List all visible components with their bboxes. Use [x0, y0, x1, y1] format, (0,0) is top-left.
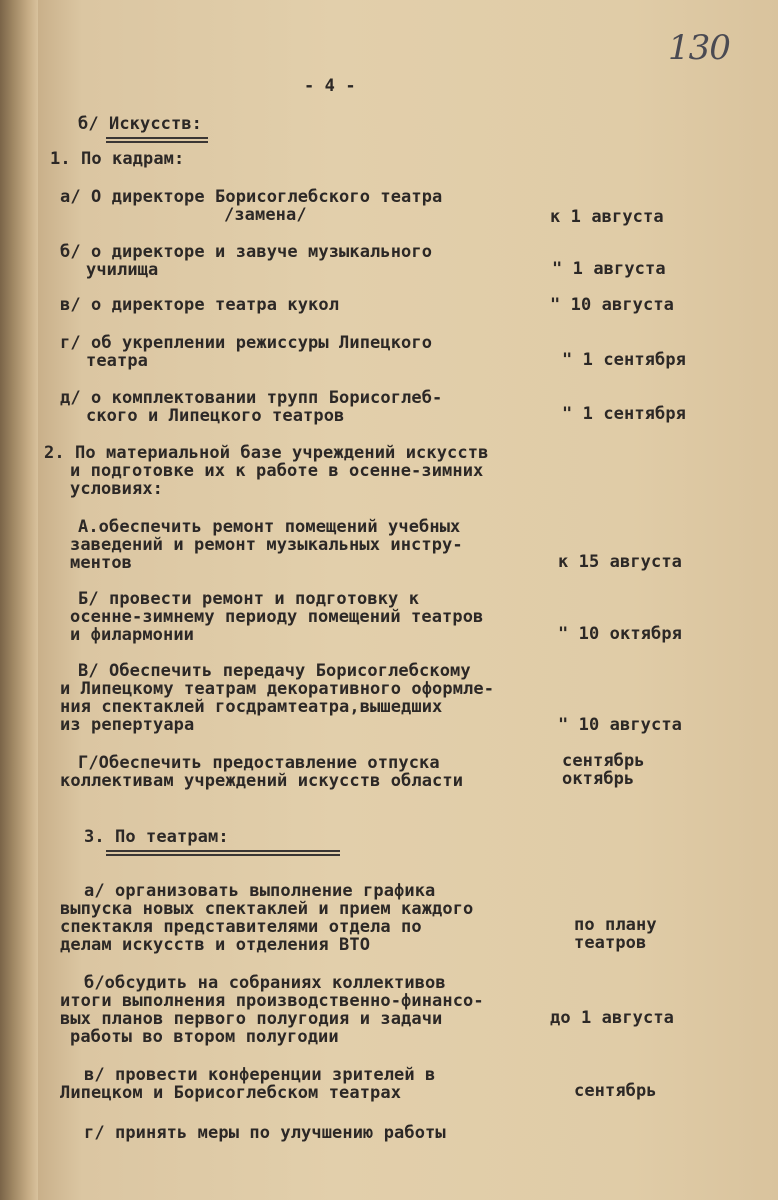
material-item-a-line2: заведений и ремонт музыкальных инстру-: [70, 535, 463, 555]
section-title-underline: [106, 137, 208, 143]
personnel-item-e-line1: д/ о комплектовании трупп Борисоглеб-: [60, 388, 443, 408]
material-item-b-term: " 10 октября: [558, 624, 683, 644]
personnel-item-d-term: " 1 сентября: [562, 350, 687, 370]
theatres-item-c-line1: в/ провести конференции зрителей в: [84, 1065, 436, 1085]
theatres-item-c-term: сентябрь: [574, 1081, 657, 1101]
personnel-item-d-line2: театра: [86, 351, 149, 371]
material-item-b-line2: осенне-зимнему периоду помещений театров: [70, 607, 484, 627]
theatres-item-b-line2: итоги выполнения производственно-финансо-: [60, 991, 484, 1011]
material-item-a-term: к 15 августа: [558, 552, 683, 572]
personnel-heading: 1. По кадрам:: [50, 149, 185, 169]
material-item-a-line1: А.обеспечить ремонт помещений учебных: [78, 517, 461, 537]
theatres-heading-underline: [106, 850, 340, 856]
personnel-item-c-term: " 10 августа: [550, 295, 675, 315]
theatres-item-a-line3: спектакля представителями отдела по: [60, 917, 422, 937]
personnel-item-e-term: " 1 сентября: [562, 404, 687, 424]
theatres-item-b-line3: вых планов первого полугодия и задачи: [60, 1009, 443, 1029]
personnel-item-b-line1: б/ о директоре и завуче музыкального: [60, 242, 433, 262]
material-item-d-term-line2: октябрь: [562, 769, 635, 789]
section-title: б/ Искусств:: [78, 114, 203, 134]
personnel-item-a-term: к 1 августа: [550, 207, 664, 227]
material-item-c-line4: из репертуара: [60, 715, 195, 735]
document-page: [38, 0, 778, 1200]
material-item-c-line3: ния спектаклей госдрамтеатра,вышедших: [60, 697, 443, 717]
personnel-item-c-line1: в/ о директоре театра кукол: [60, 295, 340, 315]
personnel-item-a-line2: /замена/: [224, 205, 307, 225]
theatres-item-a-line4: делам искусств и отделения ВТО: [60, 935, 371, 955]
material-item-c-line2: и Липецкому театрам декоративного оформле-: [60, 679, 495, 699]
theatres-item-b-term: до 1 августа: [550, 1008, 675, 1028]
material-item-b-line3: и филармонии: [70, 625, 195, 645]
theatres-item-a-term-line1: по плану: [574, 915, 657, 935]
material-item-a-line3: ментов: [70, 553, 133, 573]
theatres-item-a-line1: а/ организовать выполнение графика: [84, 881, 436, 901]
material-item-c-line1: В/ Обеспечить передачу Борисоглебскому: [78, 661, 471, 681]
material-heading-line2: и подготовке их к работе в осенне-зимних: [70, 461, 484, 481]
book-binding-edge: [0, 0, 38, 1200]
personnel-item-b-term: " 1 августа: [552, 259, 666, 279]
theatres-item-a-term-line2: театров: [574, 933, 647, 953]
archive-page-number: 130: [668, 28, 730, 68]
theatres-item-b-line4: работы во втором полугодии: [70, 1027, 339, 1047]
personnel-item-d-line1: г/ об укреплении режиссуры Липецкого: [60, 333, 433, 353]
theatres-item-a-line2: выпуска новых спектаклей и прием каждого: [60, 899, 474, 919]
theatres-heading: 3. По театрам:: [84, 827, 229, 847]
theatres-item-b-line1: б/обсудить на собраниях коллективов: [84, 973, 446, 993]
material-heading-line3: условиях:: [70, 479, 164, 499]
material-item-b-line1: Б/ провести ремонт и подготовку к: [78, 589, 420, 609]
personnel-item-e-line2: ского и Липецкого театров: [86, 406, 345, 426]
page-number: - 4 -: [304, 76, 356, 96]
theatres-item-c-line2: Липецком и Борисоглебском театрах: [60, 1083, 402, 1103]
material-item-d-line1: Г/Обеспечить предоставление отпуска: [78, 753, 440, 773]
material-item-c-term: " 10 августа: [558, 715, 683, 735]
theatres-item-d-line1: г/ принять меры по улучшению работы: [84, 1123, 446, 1143]
personnel-item-a-line1: а/ О директоре Борисоглебского театра: [60, 187, 443, 207]
personnel-item-b-line2: училища: [86, 260, 159, 280]
material-heading-line1: 2. По материальной базе учреждений искусств: [44, 443, 489, 463]
material-item-d-term-line1: сентябрь: [562, 751, 645, 771]
material-item-d-line2: коллективам учреждений искусств области: [60, 771, 464, 791]
